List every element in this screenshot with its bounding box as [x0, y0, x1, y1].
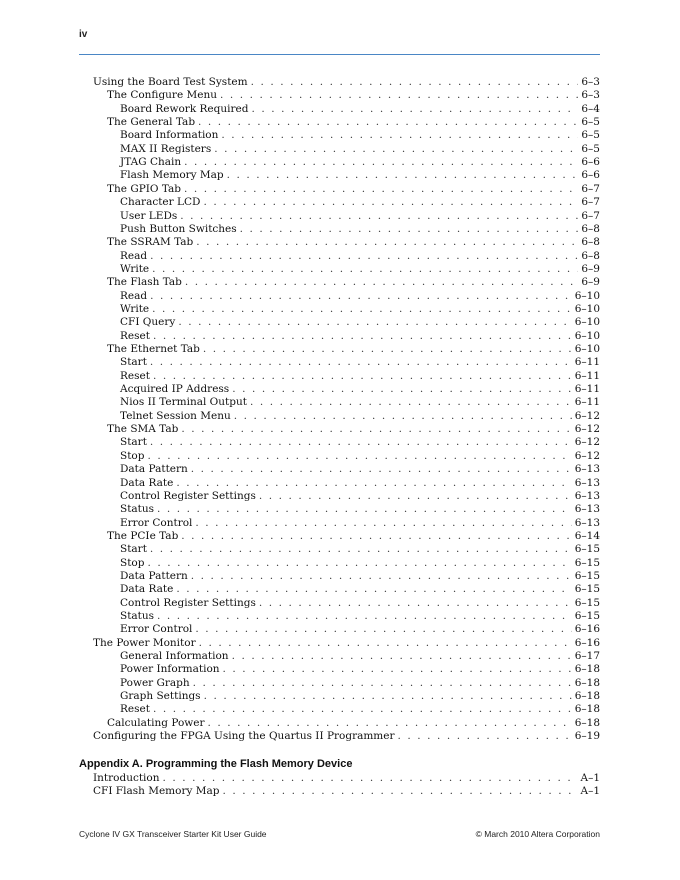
toc-entry-title: The SMA Tab — [107, 423, 179, 436]
toc-leader-dots — [251, 103, 578, 116]
toc-leader-dots — [152, 263, 578, 276]
page-number: iv — [79, 29, 88, 40]
toc-entry[interactable] — [120, 517, 600, 530]
toc-entry-title: Stop — [120, 449, 145, 462]
toc-leader-dots — [157, 610, 572, 623]
toc-entry[interactable] — [93, 730, 600, 743]
toc-entry-page: 6–11 — [574, 356, 600, 369]
toc-entry-page: 6–12 — [574, 409, 600, 422]
toc-entry-title: Error Control — [120, 516, 193, 529]
toc-leader-dots — [176, 477, 571, 490]
toc-entry[interactable] — [120, 436, 600, 449]
toc-leader-dots — [199, 637, 572, 650]
toc-entry-title: Push Button Switches — [120, 222, 237, 235]
toc-leader-dots — [150, 543, 572, 556]
toc-entry-page: 6–6 — [581, 156, 600, 169]
toc-entry-title: Configuring the FPGA Using the Quartus II Programmer — [93, 730, 395, 743]
toc-leader-dots — [223, 663, 572, 676]
toc-entry[interactable] — [120, 410, 600, 423]
header-rule — [79, 54, 600, 55]
toc-entry[interactable] — [120, 370, 600, 383]
toc-entry-title: Stop — [120, 556, 145, 569]
toc-entry[interactable] — [120, 677, 600, 690]
toc-leader-dots — [180, 210, 578, 223]
toc-entry-title: General Information — [120, 650, 229, 663]
toc-entry-title: Error Control — [120, 623, 193, 636]
toc-entry-page: 6–15 — [574, 596, 600, 609]
toc-entry[interactable] — [120, 557, 600, 570]
toc-entry-page: 6–13 — [574, 463, 600, 476]
toc-entry[interactable] — [120, 196, 600, 209]
toc-entry[interactable] — [120, 690, 600, 703]
toc-entry-page: 6–3 — [581, 89, 600, 102]
toc-entry-title: The PCIe Tab — [107, 529, 179, 542]
toc-entry-title: Data Pattern — [120, 463, 188, 476]
toc-entry-page: 6–7 — [581, 196, 600, 209]
toc-entry[interactable] — [120, 210, 600, 223]
toc-entry-page: 6–18 — [574, 703, 600, 716]
toc-entry[interactable] — [120, 663, 600, 676]
toc-entry[interactable] — [107, 530, 600, 543]
toc-entry-page: 6–7 — [581, 209, 600, 222]
toc-entry[interactable] — [120, 303, 600, 316]
toc-entry-title: The Ethernet Tab — [107, 343, 200, 355]
toc-leader-dots — [153, 370, 572, 383]
toc-leader-dots — [153, 703, 572, 716]
toc-entry[interactable] — [120, 316, 600, 329]
toc-entry-title: Data Rate — [120, 476, 174, 489]
toc-entry[interactable] — [120, 223, 600, 236]
toc-entry-page: 6–8 — [581, 249, 600, 262]
toc-entry[interactable] — [107, 89, 600, 102]
toc-entry[interactable] — [120, 623, 600, 636]
toc-entry-title: User LEDs — [120, 209, 178, 222]
toc-entry-title: Reset — [120, 329, 150, 342]
toc-entry-page: 6–18 — [574, 716, 600, 729]
toc-entry-page: 6–13 — [574, 503, 600, 516]
toc-leader-dots — [240, 223, 579, 236]
toc-leader-dots — [150, 290, 572, 303]
toc-entry[interactable] — [120, 169, 600, 182]
toc-entry[interactable] — [120, 450, 600, 463]
toc-entry-title: Graph Settings — [120, 690, 201, 703]
toc-leader-dots — [203, 196, 578, 209]
toc-entry-page: 6–9 — [581, 276, 600, 289]
toc-entry-page: 6–18 — [574, 690, 600, 703]
toc-entry[interactable] — [120, 383, 600, 396]
toc-leader-dots — [153, 330, 572, 343]
toc-leader-dots — [184, 183, 578, 196]
toc-entry-title: Data Pattern — [120, 569, 188, 582]
toc-entry[interactable] — [120, 503, 600, 516]
toc-entry-title: The SSRAM Tab — [107, 236, 194, 249]
toc-leader-dots — [203, 343, 572, 356]
toc-entry-title: Nios II Terminal Output — [120, 396, 247, 409]
toc-entry-page: 6–7 — [581, 182, 600, 195]
toc-entry-title: Power Graph — [120, 676, 190, 689]
toc-entry-title: Control Register Settings — [120, 489, 256, 502]
toc-entry[interactable] — [120, 396, 600, 409]
toc-leader-dots — [147, 450, 571, 463]
toc-entry-title: Reset — [120, 703, 150, 716]
toc-entry-page: 6–10 — [574, 343, 600, 355]
toc-entry[interactable] — [120, 156, 600, 169]
toc-entry-title: Power Information — [120, 663, 220, 676]
toc-entry-page: 6–12 — [574, 449, 600, 462]
footer-copyright: © March 2010 Altera Corporation — [475, 829, 600, 839]
toc-leader-dots — [214, 143, 578, 156]
toc-entry[interactable] — [120, 463, 600, 476]
toc-entry-page: 6–11 — [574, 383, 600, 396]
toc-entry[interactable] — [120, 129, 600, 142]
toc-leader-dots — [150, 250, 578, 263]
toc-entry-page: 6–10 — [574, 316, 600, 329]
toc-leader-dots — [181, 530, 571, 543]
toc-entry-page: 6–19 — [574, 730, 600, 743]
toc-entry-page: 6–11 — [574, 369, 600, 382]
toc-entry[interactable] — [93, 637, 600, 650]
toc-entry[interactable] — [93, 785, 600, 798]
toc-entry-title: CFI Query — [120, 316, 176, 329]
toc-leader-dots — [184, 156, 578, 169]
toc-leader-dots — [157, 503, 572, 516]
toc-entry-title: Introduction — [93, 772, 160, 784]
toc-entry[interactable] — [120, 703, 600, 716]
toc-leader-dots — [220, 89, 578, 102]
toc-leader-dots — [181, 423, 571, 436]
toc-leader-dots — [234, 410, 572, 423]
toc-entry-page: 6–6 — [581, 169, 600, 182]
toc-entry[interactable] — [120, 290, 600, 303]
toc-entry-page: 6–15 — [574, 543, 600, 556]
toc-entry-title: Character LCD — [120, 196, 201, 209]
toc-leader-dots — [195, 623, 571, 636]
toc-entry-title: CFI Flash Memory Map — [93, 785, 220, 798]
toc-entry-page: 6–8 — [581, 236, 600, 249]
toc-entry-page: 6–15 — [574, 569, 600, 582]
toc-entry-title: Status — [120, 503, 155, 516]
toc-entry-title: MAX II Registers — [120, 142, 212, 155]
toc-entry[interactable] — [107, 717, 600, 730]
toc-entry-title: The General Tab — [107, 116, 196, 129]
toc-entry-page: 6–16 — [574, 636, 600, 649]
toc-entry-page: 6–15 — [574, 556, 600, 569]
toc-entry-page: A–1 — [580, 772, 600, 784]
toc-entry[interactable] — [120, 583, 600, 596]
toc-entry[interactable] — [120, 597, 600, 610]
toc-entry-page: 6–12 — [574, 436, 600, 449]
toc-leader-dots — [232, 383, 572, 396]
toc-entry-title: Telnet Session Menu — [120, 409, 231, 422]
toc-entry-page: 6–5 — [581, 129, 600, 142]
toc-entry[interactable] — [120, 543, 600, 556]
toc-entry-title: Read — [120, 249, 148, 262]
toc-entry[interactable] — [107, 183, 600, 196]
toc-entry-page: 6–15 — [574, 610, 600, 622]
toc-entry-page: 6–5 — [581, 116, 600, 129]
toc-entry-title: Data Rate — [120, 583, 174, 596]
toc-leader-dots — [152, 303, 572, 316]
toc-entry[interactable] — [120, 103, 600, 116]
toc-entry-page: 6–11 — [574, 396, 600, 409]
toc-entry-title: Write — [120, 262, 150, 275]
toc-entry-title: Start — [120, 436, 147, 449]
toc-leader-dots — [250, 396, 572, 409]
toc-entry-page: 6–10 — [574, 329, 600, 342]
toc-leader-dots — [196, 236, 578, 249]
toc-entry-page: 6–17 — [574, 650, 600, 663]
toc-entry[interactable] — [107, 276, 600, 289]
toc-entry-page: 6–13 — [574, 476, 600, 489]
toc-leader-dots — [147, 557, 571, 570]
toc-entry-title: The GPIO Tab — [107, 182, 182, 195]
toc-entry[interactable] — [107, 423, 600, 436]
toc-entry[interactable] — [120, 477, 600, 490]
toc-entry-page: 6–18 — [574, 663, 600, 676]
toc-entry-page: 6–13 — [574, 489, 600, 502]
toc-leader-dots — [198, 116, 578, 129]
toc-entry[interactable] — [120, 143, 600, 156]
toc-entry[interactable] — [120, 250, 600, 263]
toc-entry[interactable] — [107, 116, 600, 129]
toc-leader-dots — [195, 517, 571, 530]
toc-entry[interactable] — [107, 236, 600, 249]
toc-entry-page: 6–15 — [574, 583, 600, 596]
toc-entry[interactable] — [120, 650, 600, 663]
toc-leader-dots — [191, 570, 572, 583]
toc-entry-page: 6–5 — [581, 142, 600, 155]
toc-leader-dots — [191, 463, 572, 476]
toc-entry-page: 6–3 — [581, 76, 600, 88]
toc-entry-title: Using the Board Test System — [93, 76, 248, 88]
toc-entry-page: 6–10 — [574, 289, 600, 302]
toc-entry-title: Start — [120, 543, 147, 556]
toc-entry-page: 6–18 — [574, 676, 600, 689]
toc-entry[interactable] — [93, 772, 600, 785]
toc-leader-dots — [204, 690, 572, 703]
toc-leader-dots — [176, 583, 571, 596]
toc-entry-title: Flash Memory Map — [120, 169, 224, 182]
toc-leader-dots — [163, 772, 578, 785]
toc-entry-title: Start — [120, 356, 147, 369]
toc-entry-title: Acquired IP Address — [120, 383, 230, 396]
toc-entry-page: 6–14 — [574, 529, 600, 542]
toc-entry-title: Read — [120, 289, 148, 302]
toc-entry-title: Reset — [120, 369, 150, 382]
footer-title: Cyclone IV GX Transceiver Starter Kit User Guide — [79, 829, 267, 839]
toc-entry-page: 6–12 — [574, 423, 600, 436]
toc-entry-title: Status — [120, 610, 155, 622]
toc-leader-dots — [150, 436, 572, 449]
toc-entry-page: A–1 — [580, 785, 600, 798]
toc-entry-title: The Flash Tab — [107, 276, 182, 289]
toc-leader-dots — [232, 650, 572, 663]
toc-entry-title: JTAG Chain — [120, 156, 182, 169]
toc-leader-dots — [259, 597, 572, 610]
toc-entry[interactable] — [120, 330, 600, 343]
toc-entry-title: Board Information — [120, 129, 219, 142]
toc-leader-dots — [251, 76, 579, 89]
toc-leader-dots — [178, 316, 571, 329]
toc-leader-dots — [185, 276, 578, 289]
toc-leader-dots — [259, 490, 572, 503]
toc-leader-dots — [150, 356, 572, 369]
toc-leader-dots — [193, 677, 572, 690]
toc-entry-page: 6–8 — [581, 222, 600, 235]
toc-entry-page: 6–13 — [574, 516, 600, 529]
toc-entry-page: 6–4 — [581, 102, 600, 115]
toc-entry[interactable] — [107, 343, 600, 356]
toc-leader-dots — [221, 129, 578, 142]
toc-entry-title: Write — [120, 302, 150, 315]
appendix-heading: Appendix A. Programming the Flash Memory Device — [79, 758, 353, 770]
toc-entry-page: 6–10 — [574, 302, 600, 315]
toc-entry[interactable] — [93, 76, 600, 89]
toc-entry-title: Control Register Settings — [120, 596, 256, 609]
toc-entry[interactable] — [120, 490, 600, 503]
toc-entry-page: 6–16 — [574, 623, 600, 636]
toc-leader-dots — [227, 169, 579, 182]
toc-entry-title: The Power Monitor — [93, 636, 196, 649]
toc-leader-dots — [398, 730, 572, 743]
toc-entry-page: 6–9 — [581, 262, 600, 275]
toc-entry[interactable] — [120, 610, 600, 623]
toc-leader-dots — [222, 785, 577, 798]
toc-entry[interactable] — [120, 570, 600, 583]
toc-leader-dots — [208, 717, 572, 730]
toc-entry-title: Board Rework Required — [120, 102, 249, 115]
toc-entry-title: Calculating Power — [107, 716, 205, 729]
toc-entry-title: The Configure Menu — [107, 89, 217, 102]
toc-entry[interactable] — [120, 356, 600, 369]
toc-entry[interactable] — [120, 263, 600, 276]
